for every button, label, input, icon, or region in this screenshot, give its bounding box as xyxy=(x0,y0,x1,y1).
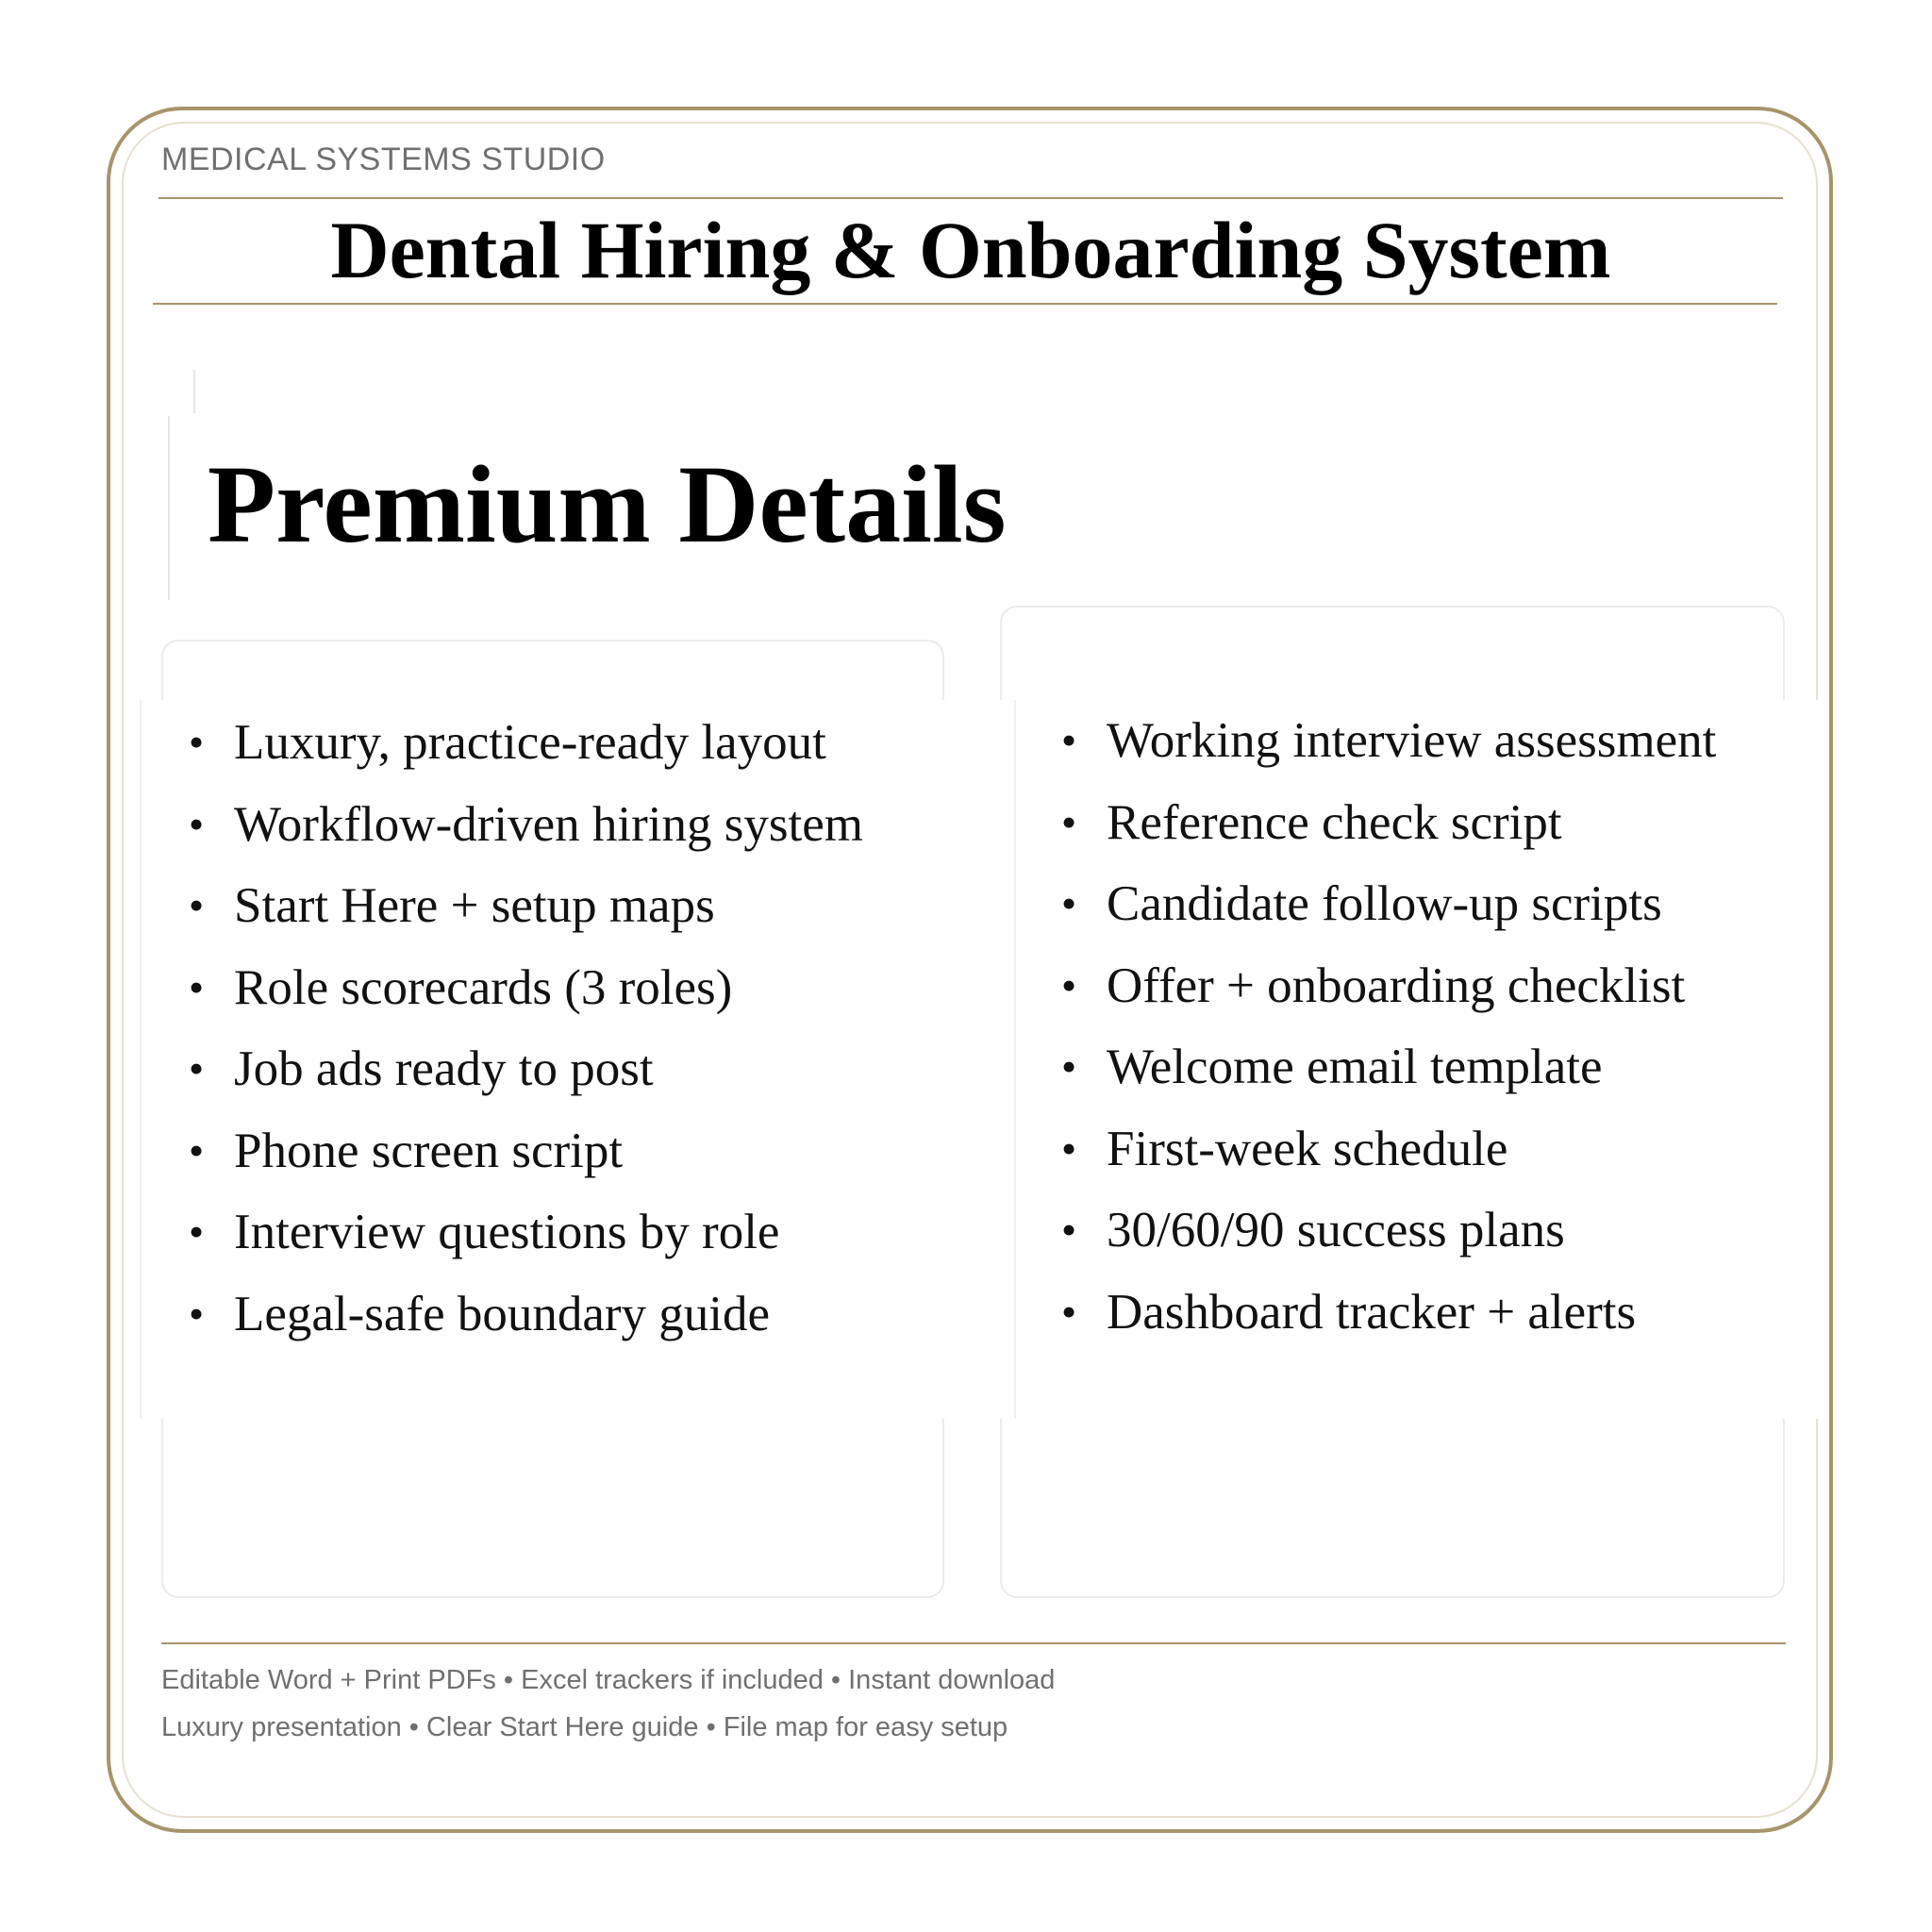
bullet-icon: • xyxy=(1061,960,1077,1009)
list-item xyxy=(189,1281,863,1363)
bullet-icon: • xyxy=(189,962,205,1011)
list-item xyxy=(189,791,863,874)
list-item-text: Candidate follow-up scripts xyxy=(1107,876,1662,931)
list-item-text: Legal-safe boundary guide xyxy=(234,1286,771,1341)
bullet-icon: • xyxy=(189,1125,205,1174)
list-item-text: Working interview assessment xyxy=(1107,713,1717,768)
list-item xyxy=(1061,953,1716,1035)
bullet-icon: • xyxy=(1061,879,1077,927)
bullet-icon: • xyxy=(189,1289,205,1338)
bullet-icon: • xyxy=(189,1044,205,1092)
list-item-text: Start Here + setup maps xyxy=(234,878,715,933)
footer-line-1: Editable Word + Print PDFs • Excel trackers if included • Instant download xyxy=(161,1665,1056,1695)
studio-name: MEDICAL SYSTEMS STUDIO xyxy=(161,142,606,177)
bullet-icon: • xyxy=(1061,1124,1077,1173)
page-title: Dental Hiring & Onboarding System xyxy=(330,205,1611,295)
bullet-icon: • xyxy=(189,718,205,766)
bullet-icon: • xyxy=(189,881,205,929)
decorative-line xyxy=(193,370,195,413)
list-item-text: Interview questions by role xyxy=(234,1205,780,1259)
bullet-icon: • xyxy=(189,799,205,848)
list-item-text: Luxury, practice-ready layout xyxy=(234,715,826,770)
list-item-text: Dashboard tracker + alerts xyxy=(1107,1284,1637,1340)
list-item-text: Reference check script xyxy=(1107,794,1562,850)
list-item xyxy=(1061,1279,1716,1361)
list-item xyxy=(1061,790,1716,872)
decorative-line xyxy=(168,416,170,600)
list-item-text: Job ads ready to post xyxy=(234,1041,654,1096)
list-item-text: Role scorecards (3 roles) xyxy=(234,959,733,1015)
list-item xyxy=(1061,1116,1716,1198)
list-item-text: First-week schedule xyxy=(1107,1121,1508,1176)
bullet-icon: • xyxy=(189,1208,205,1256)
list-item xyxy=(189,1118,863,1200)
list-item xyxy=(189,955,863,1037)
bullet-icon: • xyxy=(1061,1287,1077,1336)
list-item xyxy=(189,709,863,791)
feature-list-right xyxy=(1061,708,1716,1360)
list-item xyxy=(189,1199,863,1281)
bullet-icon: • xyxy=(1061,1042,1077,1091)
list-item xyxy=(1061,871,1716,953)
bullet-icon: • xyxy=(1061,716,1077,764)
header-top-divider xyxy=(158,197,1783,199)
list-item xyxy=(189,1036,863,1118)
section-heading: Premium Details xyxy=(208,442,1007,566)
bullet-icon: • xyxy=(1061,797,1077,846)
footer-divider xyxy=(161,1642,1786,1644)
list-item-text: Welcome email template xyxy=(1107,1040,1603,1094)
header-bottom-divider xyxy=(153,303,1777,305)
list-item xyxy=(1061,1034,1716,1116)
list-item-text: Workflow-driven hiring system xyxy=(234,796,863,852)
feature-list-left xyxy=(189,709,863,1362)
footer-line-2: Luxury presentation • Clear Start Here guide • File map for easy setup xyxy=(161,1712,1008,1742)
bullet-icon: • xyxy=(1061,1206,1077,1254)
list-item-text: Phone screen script xyxy=(234,1123,624,1178)
list-item-text: 30/60/90 success plans xyxy=(1107,1203,1565,1257)
list-item xyxy=(1061,1197,1716,1279)
list-item xyxy=(189,873,863,955)
list-item-text: Offer + onboarding checklist xyxy=(1107,958,1686,1013)
list-item xyxy=(1061,708,1716,790)
